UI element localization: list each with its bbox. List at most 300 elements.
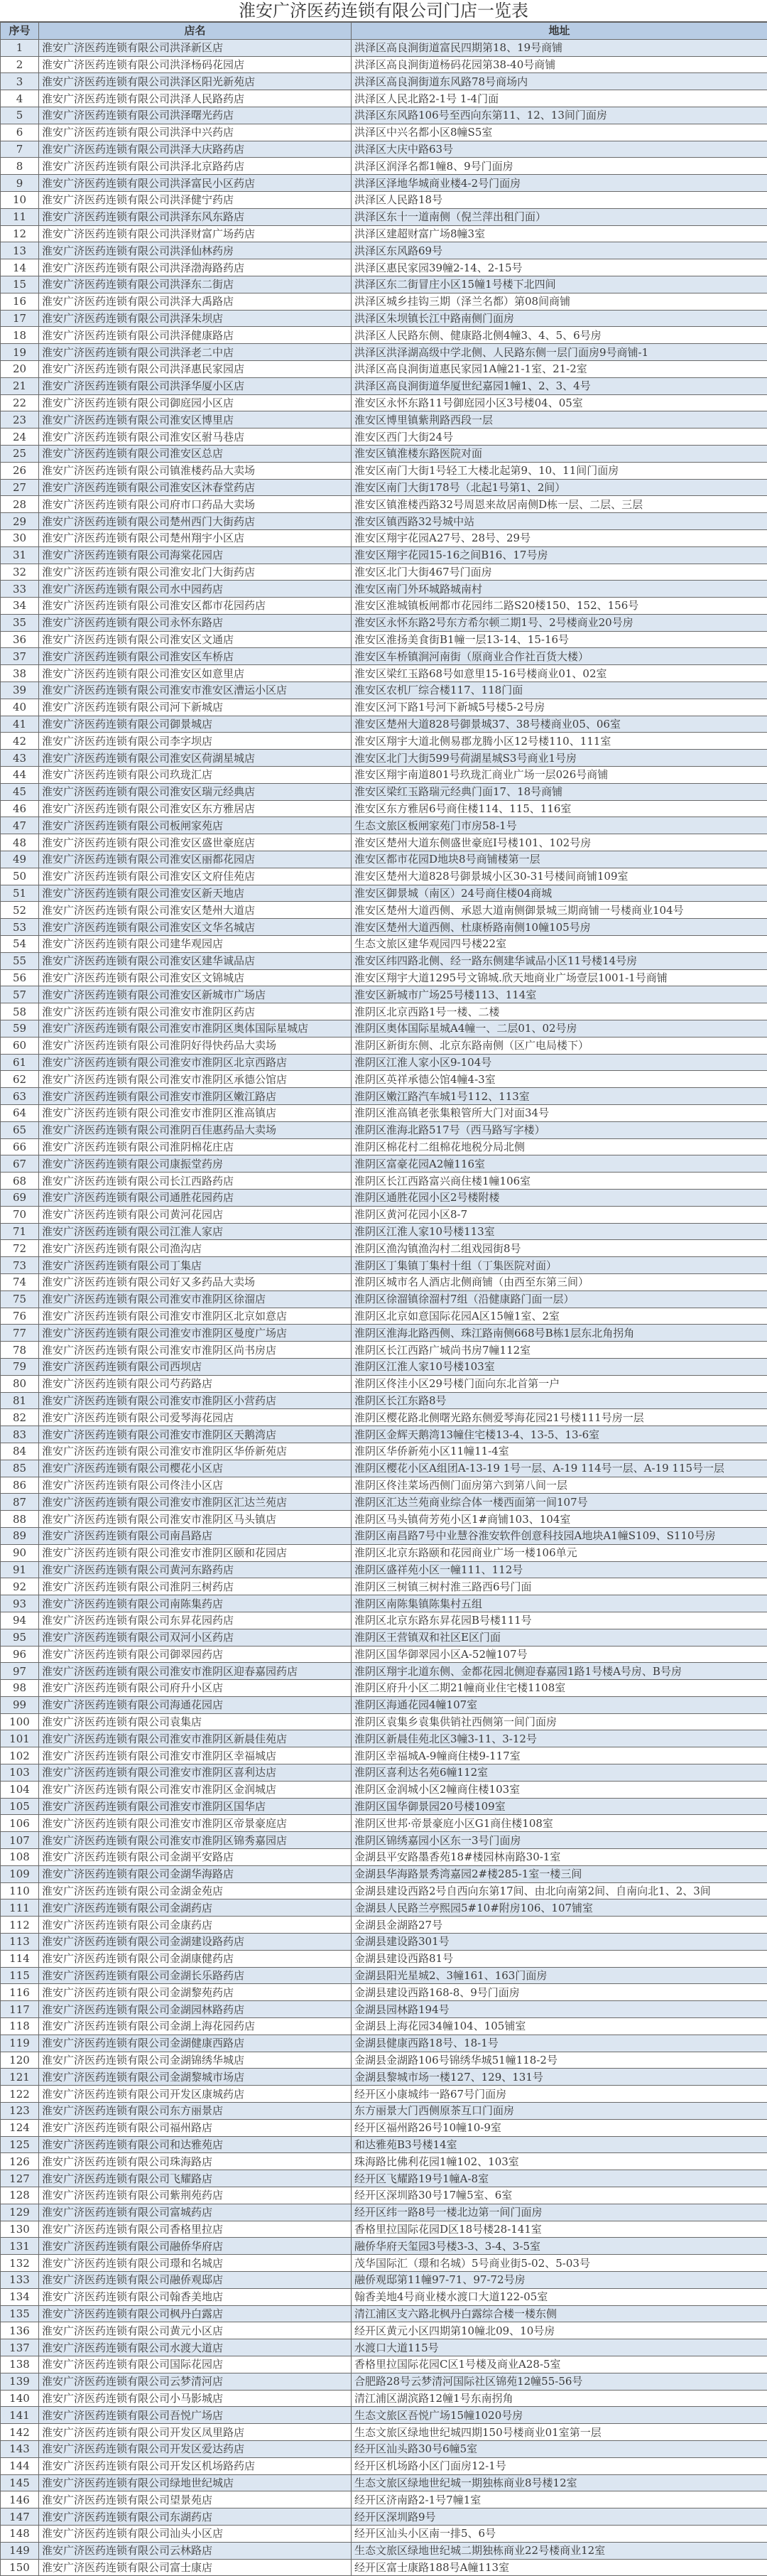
store-address: 生态文旅区绿地世纪城二期独栋商业22号楼商业12室 [352,2542,767,2559]
company-prefix: 淮安广济医药连锁有限公司 [42,1293,170,1305]
store-address: 珠海路比佛利花园1幢102、103室 [352,2153,767,2170]
table-row [1,225,767,242]
store-name [39,293,352,310]
table-row [1,1950,767,1967]
row-number: 69 [1,1189,39,1206]
row-number: 142 [1,2424,39,2441]
store-address: 经开区汕头小区南一排5、6号 [352,2525,767,2542]
row-number: 28 [1,496,39,513]
table-body [1,39,767,2576]
store-address: 淮阴区盛祥苑小区一幢111、112号 [352,1561,767,1578]
store-name [39,529,352,546]
table-row [1,1138,767,1155]
company-prefix: 淮安广济医药连锁有限公司 [42,227,170,240]
store-address: 淮阴区英祥承德公馆4幢4-3室 [352,1071,767,1088]
store-address: 淮阴区北京西路1号一楼、二楼 [352,1003,767,1020]
row-number: 139 [1,2373,39,2390]
table-row [1,2407,767,2424]
store-name [39,817,352,834]
store-name [39,2373,352,2390]
company-prefix: 淮安广济医药连锁有限公司 [42,126,170,139]
table-row [1,665,767,682]
table-row [1,310,767,327]
table-row [1,293,767,310]
table-row [1,1037,767,1054]
store-suffix: 淮安市淮阴区北京西路店 [170,1056,287,1069]
store-suffix: 洪泽老二中店 [170,346,234,359]
table-row [1,817,767,834]
company-prefix: 淮安广济医药连锁有限公司 [42,616,170,629]
row-number: 51 [1,885,39,902]
table-row [1,429,767,446]
store-suffix: 淮安北门大街药店 [170,566,255,578]
row-number: 19 [1,344,39,361]
row-number: 112 [1,1917,39,1934]
row-number: 56 [1,969,39,986]
store-suffix: 洪泽大禹路店 [170,295,234,308]
store-name [39,1375,352,1392]
company-prefix: 淮安广济医药连锁有限公司 [42,1175,170,1187]
row-number: 94 [1,1612,39,1629]
store-address: 淮阴区王营镇双和社区E区门面 [352,1629,767,1646]
store-suffix: 洪泽杨码花园店 [170,58,244,71]
store-suffix: 绿地世纪城店 [170,2477,234,2489]
store-address: 淮安区北门大街467号门面房 [352,564,767,581]
table-row [1,986,767,1003]
row-number: 6 [1,124,39,141]
company-prefix: 淮安广济医药连锁有限公司 [42,1360,170,1373]
table-row [1,614,767,631]
store-address: 淮安区淮城镇板闸都市花园纬二路S20楼150、152、156号 [352,598,767,615]
store-suffix: 洪泽富民小区药店 [170,177,255,190]
store-suffix: 淮安区建华诚品店 [170,954,255,967]
store-suffix: 洪泽华厦小区店 [170,379,244,392]
row-number: 75 [1,1290,39,1308]
row-number: 119 [1,2035,39,2052]
store-address: 淮安区楚州大道西侧、承恩大道南侧御景城三期商铺一号楼商业104号 [352,902,767,919]
company-prefix: 淮安广济医药连锁有限公司 [42,988,170,1001]
store-address: 淮安区翔宇南道801号玖珑汇商业广场一层026号商铺 [352,767,767,784]
row-number: 20 [1,360,39,377]
table-row [1,1849,767,1866]
company-prefix: 淮安广济医药连锁有限公司 [42,1614,170,1627]
store-name [39,191,352,208]
table-row [1,1155,767,1173]
store-name [39,546,352,564]
store-address: 经开区深圳路30号17幢5室、6室 [352,2187,767,2204]
company-prefix: 淮安广济医药连锁有限公司 [42,1698,170,1711]
table-row [1,2424,767,2441]
company-prefix: 淮安广济医药连锁有限公司 [42,1817,170,1830]
store-address: 淮阴区三树镇三树村淮三路西6号门面 [352,1578,767,1595]
store-address: 生态文旅区绿地世纪城一期独栋商业8号楼12室 [352,2474,767,2491]
store-name [39,1121,352,1138]
store-suffix: 淮安市淮阴区华侨新苑店 [170,1445,287,1457]
store-name [39,1426,352,1443]
store-suffix: 淮安市淮安区漕运小区店 [170,684,287,696]
store-suffix: 淮安区总店 [170,447,223,460]
store-address: 经开区纬一路8号一楼北边第一间门面房 [352,2204,767,2221]
company-prefix: 淮安广济医药连锁有限公司 [42,362,170,375]
store-suffix: 淮阴棉花庄店 [170,1141,234,1153]
store-suffix: 淮安市淮阴区小营药店 [170,1394,276,1407]
row-number: 118 [1,2018,39,2035]
store-suffix: 吾悦广场店 [170,2409,223,2422]
store-address: 洪泽区东风路69号 [352,242,767,259]
store-suffix: 板闸家苑店 [170,819,223,832]
row-number: 97 [1,1663,39,1680]
row-number: 49 [1,851,39,868]
store-name [39,1189,352,1206]
company-prefix: 淮安广济医药连锁有限公司 [42,1242,170,1255]
table-row [1,2559,767,2576]
store-address: 淮安区镇淮楼西路32号周恩来故居南侧D栋一层、二层、三层 [352,496,767,513]
table-row [1,1477,767,1494]
store-suffix: 融侨华府店 [170,2240,223,2253]
company-prefix: 淮安广济医药连锁有限公司 [42,1039,170,1052]
table-row [1,1003,767,1020]
row-number: 1 [1,39,39,56]
row-number: 54 [1,936,39,953]
row-number: 40 [1,699,39,716]
store-name [39,158,352,175]
company-prefix: 淮安广济医药连锁有限公司 [42,583,170,596]
store-address: 金湖县健康西路18号、18-1号 [352,2035,767,2052]
store-suffix: 淮安市淮阴区迎春嘉园药店 [170,1665,298,1678]
company-prefix: 淮安广济医药连锁有限公司 [42,718,170,731]
company-prefix: 淮安广济医药连锁有限公司 [42,532,170,544]
store-address: 洪泽区大庆中路63号 [352,141,767,158]
company-prefix: 淮安广济医药连锁有限公司 [42,836,170,849]
row-number: 34 [1,598,39,615]
store-name [39,2339,352,2356]
table-row [1,1967,767,1984]
store-address: 香格里拉国际花园C区1号楼及商业A28-5室 [352,2356,767,2373]
store-address: 洪泽区人民北路2-1号 1-4门面 [352,90,767,107]
store-name [39,2221,352,2238]
store-address: 淮安区车桥镇涧河南街（原商业合作社百货大楼） [352,648,767,665]
store-address: 淮阴区淮海北路西侧、珠江路南侧668号B栋1层东北角拐角 [352,1325,767,1342]
company-prefix: 淮安广济医药连锁有限公司 [42,481,170,494]
store-address: 金湖县上海花园34幢104、105铺室 [352,2018,767,2035]
store-name [39,1358,352,1375]
store-suffix: 金湖金苑店 [170,1885,223,1897]
company-prefix: 淮安广济医药连锁有限公司 [42,1919,170,1931]
store-suffix: 开发区爱达药店 [170,2442,244,2455]
company-prefix: 淮安广济医药连锁有限公司 [42,2477,170,2489]
row-number: 150 [1,2559,39,2576]
company-prefix: 淮安广济医药连锁有限公司 [42,160,170,173]
table-row [1,1071,767,1088]
row-number: 44 [1,767,39,784]
store-suffix: 淮安市淮阴区颐和花园店 [170,1546,287,1559]
store-name [39,1663,352,1680]
store-suffix: 西坝店 [170,1360,202,1373]
store-address: 淮安区楚州大道西侧、杜康桥路南侧10幢105号房 [352,919,767,936]
store-suffix: 楚州西门大街药店 [170,515,255,528]
store-suffix: 水中园药店 [170,583,223,596]
store-suffix: 淮安区丽都花园店 [170,853,255,866]
table-row [1,73,767,90]
company-prefix: 淮安广济医药连锁有限公司 [42,1546,170,1559]
row-number: 109 [1,1865,39,1882]
company-prefix: 淮安广济医药连锁有限公司 [42,2037,170,2049]
store-suffix: 飞耀路店 [170,2172,212,2185]
store-name [39,1612,352,1629]
company-prefix: 淮安广济医药连锁有限公司 [42,244,170,257]
store-name [39,462,352,479]
company-prefix: 淮安广济医药连锁有限公司 [42,1969,170,1982]
row-number: 129 [1,2204,39,2221]
company-prefix: 淮安广济医药连锁有限公司 [42,599,170,612]
store-suffix: 翰香美地店 [170,2290,223,2303]
row-number: 144 [1,2457,39,2474]
row-number: 111 [1,1899,39,1917]
store-name [39,394,352,411]
store-name [39,73,352,90]
company-prefix: 淮安广济医药连锁有限公司 [42,870,170,883]
store-address: 淮安区永怀东路11号御庭园小区3号楼04、05室 [352,394,767,411]
table-row [1,1273,767,1290]
company-prefix: 淮安广济医药连锁有限公司 [42,1885,170,1897]
row-number: 59 [1,1020,39,1038]
table-row [1,2018,767,2035]
store-name [39,919,352,936]
store-name [39,1477,352,1494]
row-number: 7 [1,141,39,158]
store-address: 淮安区北门大街599号荷湖星城S3号商业1号房 [352,750,767,767]
store-name [39,2119,352,2136]
store-name [39,564,352,581]
store-suffix: 淮安市淮阴区淮高镇店 [170,1106,276,1119]
table-row [1,2086,767,2103]
store-name [39,344,352,361]
company-prefix: 淮安广济医药连锁有限公司 [42,379,170,392]
company-prefix: 淮安广济医药连锁有限公司 [42,1496,170,1509]
store-address: 洪泽区高良涧街道富民四期第18、19号商铺 [352,39,767,56]
table-row [1,2491,767,2508]
store-name [39,2491,352,2508]
table-row [1,648,767,665]
row-number: 67 [1,1155,39,1173]
table-row [1,2288,767,2305]
store-address: 淮阴区城市名人酒店北侧商铺（由西至东第三间） [352,1273,767,1290]
store-address: 淮安区南门外环城路城南村 [352,581,767,598]
store-suffix: 洪泽东二街店 [170,278,234,291]
store-name [39,2424,352,2441]
store-address: 淮阴区幸福城A-9幢商住楼9-117室 [352,1747,767,1764]
store-suffix: 府升小区店 [170,1681,223,1694]
company-prefix: 淮安广济医药连锁有限公司 [42,447,170,460]
store-name [39,56,352,73]
store-suffix: 国际花园店 [170,2358,223,2371]
store-suffix: 洪泽惠民家园店 [170,362,244,375]
store-name [39,1544,352,1561]
company-prefix: 淮安广济医药连锁有限公司 [42,633,170,646]
company-prefix: 淮安广济医药连锁有限公司 [42,515,170,528]
company-prefix: 淮安广济医药连锁有限公司 [42,312,170,325]
store-suffix: 镇淮楼药品大卖场 [170,464,255,477]
store-suffix: 淮安市淮阴区徐溜店 [170,1293,266,1305]
store-suffix: 淮安区文府佳苑店 [170,870,255,883]
store-name [39,1849,352,1866]
company-prefix: 淮安广济医药连锁有限公司 [42,1952,170,1965]
row-number: 53 [1,919,39,936]
store-suffix: 洪泽人民路药店 [170,92,244,105]
company-prefix: 淮安广济医药连锁有限公司 [42,414,170,426]
row-number: 117 [1,2001,39,2018]
row-number: 98 [1,1680,39,1697]
store-suffix: 香格里拉店 [170,2223,223,2236]
row-number: 122 [1,2086,39,2103]
store-suffix: 淮安市淮阴区天鹅湾店 [170,1428,276,1441]
store-address: 淮阴区海通花园4幢107室 [352,1696,767,1713]
row-number: 113 [1,1934,39,1951]
row-number: 103 [1,1764,39,1782]
company-prefix: 淮安广济医药连锁有限公司 [42,1006,170,1018]
store-name [39,2288,352,2305]
company-prefix: 淮安广济医药连锁有限公司 [42,1850,170,1863]
store-name [39,1865,352,1882]
company-prefix: 淮安广济医药连锁有限公司 [42,1225,170,1238]
row-number: 149 [1,2542,39,2559]
company-prefix: 淮安广济医药连锁有限公司 [42,1935,170,1948]
table-row [1,1392,767,1409]
store-address: 淮安区永怀东路2号东方希尔顿二期1号、2号楼商业20号房 [352,614,767,631]
store-suffix: 开发区凤里路店 [170,2426,244,2439]
store-address: 淮阴区北京东路东昇花园B号楼111号 [352,1612,767,1629]
store-name [39,1781,352,1798]
store-name [39,2086,352,2103]
table-row [1,1781,767,1798]
table-row [1,2322,767,2339]
company-prefix: 淮安广济医药连锁有限公司 [42,1750,170,1762]
company-prefix: 淮安广济医药连锁有限公司 [42,1208,170,1221]
store-suffix: 璟和名城店 [170,2257,223,2270]
table-row [1,2136,767,2153]
store-name [39,1173,352,1190]
store-suffix: 淮安区文通店 [170,633,234,646]
store-name [39,851,352,868]
table-row [1,1054,767,1071]
store-address: 淮阴区国华御景园20号楼109室 [352,1798,767,1815]
store-name [39,2035,352,2052]
table-row [1,733,767,750]
company-prefix: 淮安广济医药连锁有限公司 [42,2240,170,2253]
store-name [39,175,352,192]
company-prefix: 淮安广济医药连锁有限公司 [42,819,170,832]
table-row [1,479,767,496]
store-address: 洪泽区建超财富广场8幢3室 [352,225,767,242]
store-address: 淮安区南门大街178号（北起1号第1、2间） [352,479,767,496]
row-number: 15 [1,276,39,293]
company-prefix: 淮安广济医药连锁有限公司 [42,566,170,578]
store-suffix: 洪泽曙光药店 [170,109,234,122]
row-number: 27 [1,479,39,496]
store-suffix: 淮安区楚州大道店 [170,904,255,917]
store-name [39,868,352,885]
row-number: 73 [1,1257,39,1274]
row-number: 11 [1,208,39,225]
row-number: 128 [1,2187,39,2204]
store-address: 淮安区东方雅居6号商住楼114、115、116室 [352,800,767,817]
store-name [39,1308,352,1325]
store-name [39,783,352,800]
store-address: 淮阴区佟洼小区29号楼门面向东北首第一户 [352,1375,767,1392]
store-name [39,1950,352,1967]
store-suffix: 楚州翔宇小区店 [170,532,244,544]
company-prefix: 淮安广济医药连锁有限公司 [42,2189,170,2202]
store-name [39,2271,352,2288]
company-prefix: 淮安广济医药连锁有限公司 [42,802,170,815]
row-number: 141 [1,2407,39,2424]
row-number: 95 [1,1629,39,1646]
row-number: 8 [1,158,39,175]
company-prefix: 淮安广济医药连锁有限公司 [42,1310,170,1322]
store-suffix: 紫荆苑药店 [170,2189,223,2202]
store-name [39,276,352,293]
company-prefix: 淮安广济医药连锁有限公司 [42,2206,170,2219]
store-address: 洪泽区惠民家园39幢2-14、2-15号 [352,259,767,276]
store-name [39,1392,352,1409]
store-address: 洪泽区东二街冒庄小区15幢1号楼下北四间 [352,276,767,293]
company-prefix: 淮安广济医药连锁有限公司 [42,2341,170,2354]
store-address: 淮安区楚州大道东侧盛世豪庭Ⅰ号楼101、102号房 [352,834,767,851]
table-row [1,2170,767,2187]
header-no: 序号 [1,23,39,40]
table-row [1,2187,767,2204]
table-row [1,2271,767,2288]
row-number: 83 [1,1426,39,1443]
store-address: 淮阴区金辉天鹅湾13幢住宅楼13-4、13-5、13-6室 [352,1426,767,1443]
store-address: 经开区机场路小区门面房12-1号 [352,2457,767,2474]
company-prefix: 淮安广济医药连锁有限公司 [42,143,170,156]
store-name [39,360,352,377]
store-suffix: 金湖平安路店 [170,1850,234,1863]
table-row [1,800,767,817]
company-prefix: 淮安广济医药连锁有限公司 [42,2459,170,2472]
table-row [1,1020,767,1038]
store-address: 淮安区镇淮楼东路医院对面 [352,445,767,462]
store-suffix: 御翠园药店 [170,1648,223,1661]
store-name [39,377,352,394]
store-suffix: 淮安市淮阴区帝景豪庭店 [170,1817,287,1830]
store-name [39,2508,352,2526]
store-suffix: 金湖建设路药店 [170,1935,244,1948]
table-row [1,631,767,648]
store-name [39,716,352,733]
row-number: 133 [1,2271,39,2288]
store-name [39,969,352,986]
row-number: 85 [1,1460,39,1477]
store-name [39,1494,352,1511]
table-row [1,2035,767,2052]
table-row [1,1460,767,1477]
company-prefix: 淮安广济医药连锁有限公司 [42,92,170,105]
store-suffix: 御景城店 [170,718,212,731]
row-number: 105 [1,1798,39,1815]
store-suffix: 海棠花园店 [170,549,223,561]
table-row [1,1223,767,1240]
company-prefix: 淮安广济医药连锁有限公司 [42,853,170,866]
store-name [39,2069,352,2086]
company-prefix: 淮安广济医药连锁有限公司 [42,278,170,291]
store-name [39,2559,352,2576]
table-row [1,2119,767,2136]
store-suffix: 小马影城店 [170,2392,223,2405]
store-name [39,1815,352,1832]
store-name [39,1290,352,1308]
